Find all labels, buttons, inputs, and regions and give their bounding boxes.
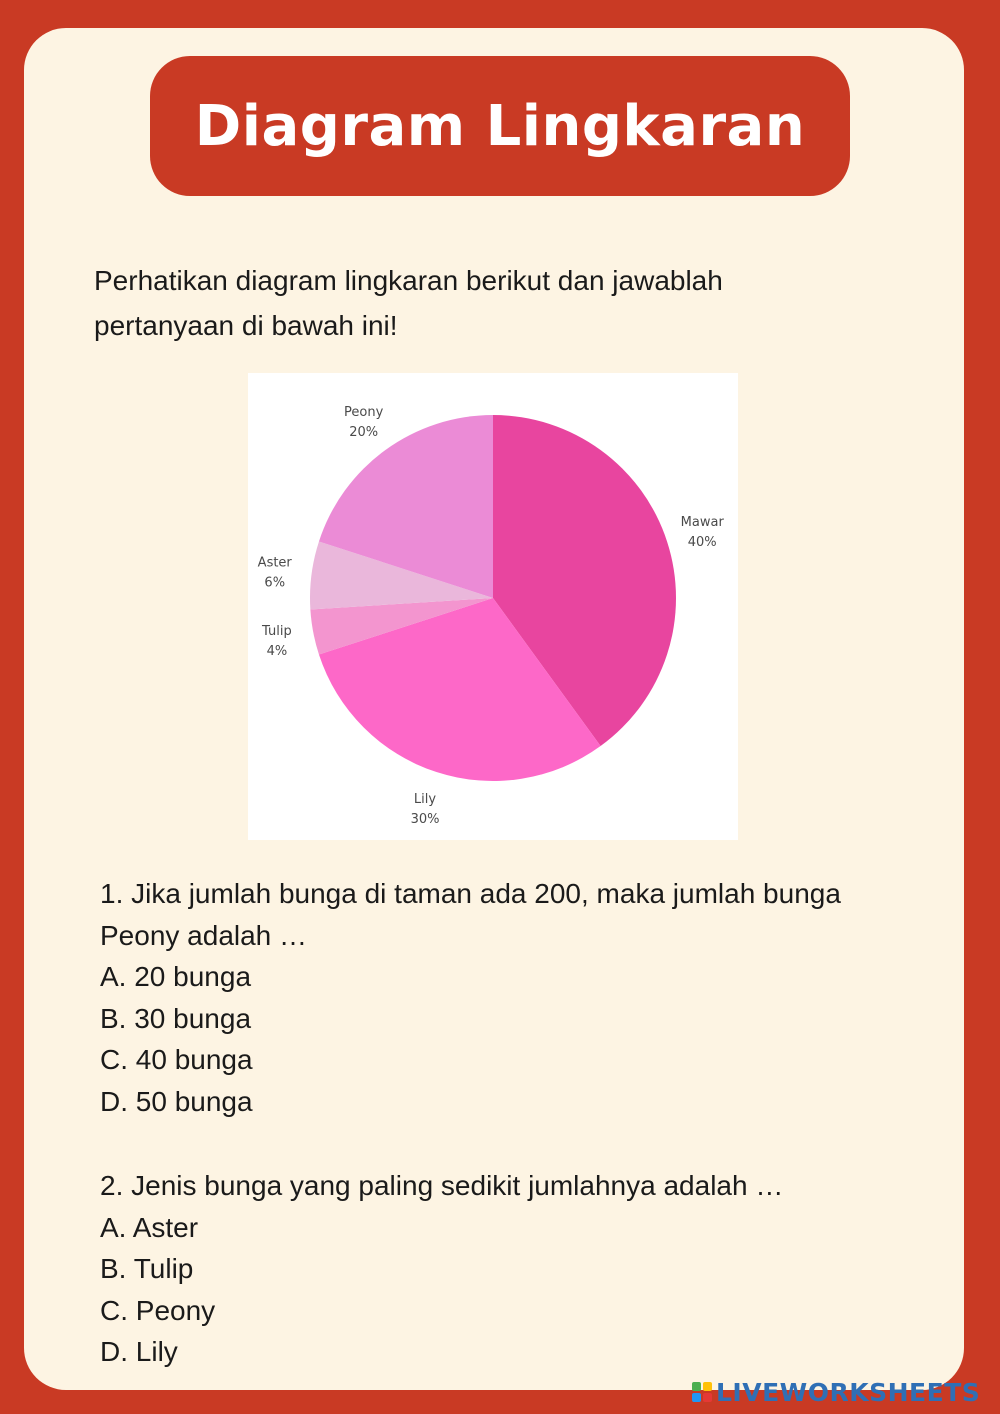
slice-label-peony: Peony bbox=[344, 405, 384, 421]
slice-label-tulip: Tulip bbox=[262, 624, 292, 640]
question-text: 1. Jika jumlah bunga di taman ada 200, maka jumlah bunga Peony adalah … bbox=[100, 878, 841, 951]
question-2 bbox=[100, 1165, 880, 1373]
option-b[interactable]: B. Tulip bbox=[100, 1253, 194, 1284]
instruction-text: Perhatikan diagram lingkaran berikut dan jawablah pertanyaan di bawah ini! bbox=[94, 265, 723, 341]
option-c[interactable]: C. Peony bbox=[100, 1294, 216, 1326]
slice-value-tulip: 4% bbox=[266, 644, 288, 660]
option-a[interactable]: A. Aster bbox=[100, 1211, 199, 1243]
option-c[interactable]: C. 40 bunga bbox=[100, 1044, 253, 1075]
logo-text: LIVEWORKSHEETS bbox=[716, 1377, 981, 1407]
logo-icon bbox=[692, 1382, 712, 1402]
liveworksheets-logo bbox=[692, 1378, 980, 1406]
slice-label-aster: Aster bbox=[257, 555, 292, 571]
slice-value-lily: 30% bbox=[410, 812, 440, 828]
question-text: 2. Jenis bunga yang paling sedikit jumlahnya adalah … bbox=[100, 1170, 784, 1201]
slice-label-mawar: Mawar bbox=[680, 515, 724, 531]
slice-label-lily: Lily bbox=[413, 792, 437, 808]
slice-value-peony: 20% bbox=[349, 425, 379, 441]
pie-chart-svg bbox=[248, 373, 738, 840]
title-banner bbox=[150, 56, 850, 196]
slice-value-aster: 6% bbox=[264, 575, 286, 591]
pie-chart bbox=[248, 373, 738, 840]
option-d[interactable]: D. Lily bbox=[100, 1336, 178, 1367]
option-a[interactable]: A. 20 bunga bbox=[100, 961, 252, 992]
page-title: Diagram Lingkaran bbox=[194, 93, 806, 159]
question-1 bbox=[100, 873, 880, 1122]
slice-value-mawar: 40% bbox=[687, 535, 717, 551]
option-b[interactable]: B. 30 bunga bbox=[100, 1002, 252, 1034]
option-d[interactable]: D. 50 bunga bbox=[100, 1085, 253, 1117]
